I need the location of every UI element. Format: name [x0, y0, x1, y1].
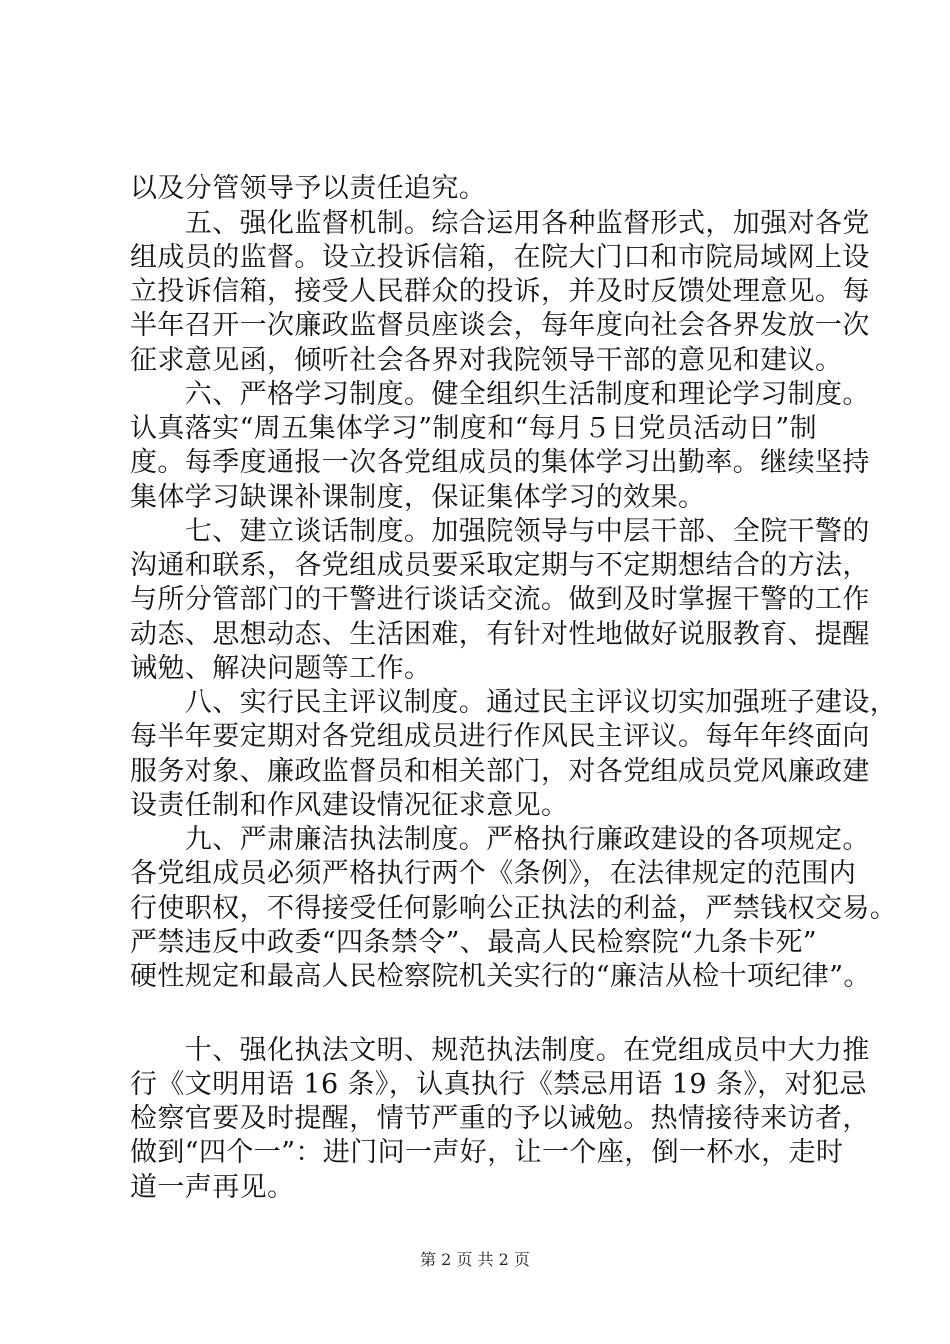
page-number-footer: 第 2 页 共 2 页	[420, 1250, 530, 1269]
text-line: 硬性规定和最高人民检察院机关实行的“廉洁从检十项纪律”。	[130, 961, 871, 992]
text-line: 六、严格学习制度。健全组织生活制度和理论学习制度。	[130, 379, 870, 410]
text-line: 征求意见函，倾听社会各界对我院领导干部的意见和建议。	[130, 345, 843, 376]
text-line: 集体学习缺课补课制度，保证集体学习的效果。	[130, 482, 706, 513]
text-line: 行《文明用语 16 条》，认真执行《禁忌用语 19 条》，对犯忌	[130, 1069, 867, 1100]
text-line: 立投诉信箱，接受人民群众的投诉，并及时反馈处理意见。每	[130, 276, 870, 307]
text-line: 诫勉、解决问题等工作。	[130, 653, 432, 684]
text-line: 行使职权，不得接受任何影响公正执法的利益，严禁钱权交易。	[130, 893, 898, 924]
text-line: 严禁违反中政委“四条禁令”、最高人民检察院“九条卡死”	[130, 927, 818, 958]
text-line: 服务对象、廉政监督员和相关部门，对各党组成员党风廉政建	[130, 756, 870, 787]
text-line: 与所分管部门的干警进行谈话交流。做到及时掌握干警的工作	[130, 584, 870, 615]
text-line: 度。每季度通报一次各党组成员的集体学习出勤率。继续坚持	[130, 447, 870, 478]
text-line: 各党组成员必须严格执行两个《条例》，在法律规定的范围内	[130, 858, 857, 889]
text-line: 检察官要及时提醒，情节严重的予以诫勉。热情接待来访者，	[130, 1103, 870, 1134]
text-line: 动态、思想动态、生活困难，有针对性地做好说服教育、提醒	[130, 619, 870, 650]
text-line: 每半年要定期对各党组成员进行作风民主评议。每年年终面向	[130, 721, 870, 752]
text-line: 半年召开一次廉政监督员座谈会，每年度向社会各界发放一次	[130, 310, 870, 341]
text-line: 七、建立谈话制度。加强院领导与中层干部、全院干警的	[130, 516, 870, 547]
text-line: 以及分管领导予以责任追究。	[130, 173, 487, 204]
text-line: 认真落实“周五集体学习”制度和“每月５日党员活动日”制	[130, 413, 818, 444]
text-line: 设责任制和作风建设情况征求意见。	[130, 790, 569, 821]
text-line: 十、强化执法文明、规范执法制度。在党组成员中大力推	[130, 1035, 870, 1066]
text-line: 五、强化监督机制。综合运用各种监督形式，加强对各党	[130, 208, 870, 239]
text-line: 沟通和联系，各党组成员要采取定期与不定期想结合的方法，	[130, 550, 870, 581]
text-line: 道一声再见。	[130, 1172, 295, 1203]
text-line: 做到“四个一”：进门问一声好，让一个座，倒一杯水，走时	[130, 1137, 844, 1168]
text-line: 八、实行民主评议制度。通过民主评议切实加强班子建设，	[130, 687, 898, 718]
text-line: 九、严肃廉洁执法制度。严格执行廉政建设的各项规定。	[130, 824, 870, 855]
text-line: 组成员的监督。设立投诉信箱，在院大门口和市院局域网上设	[130, 242, 870, 273]
